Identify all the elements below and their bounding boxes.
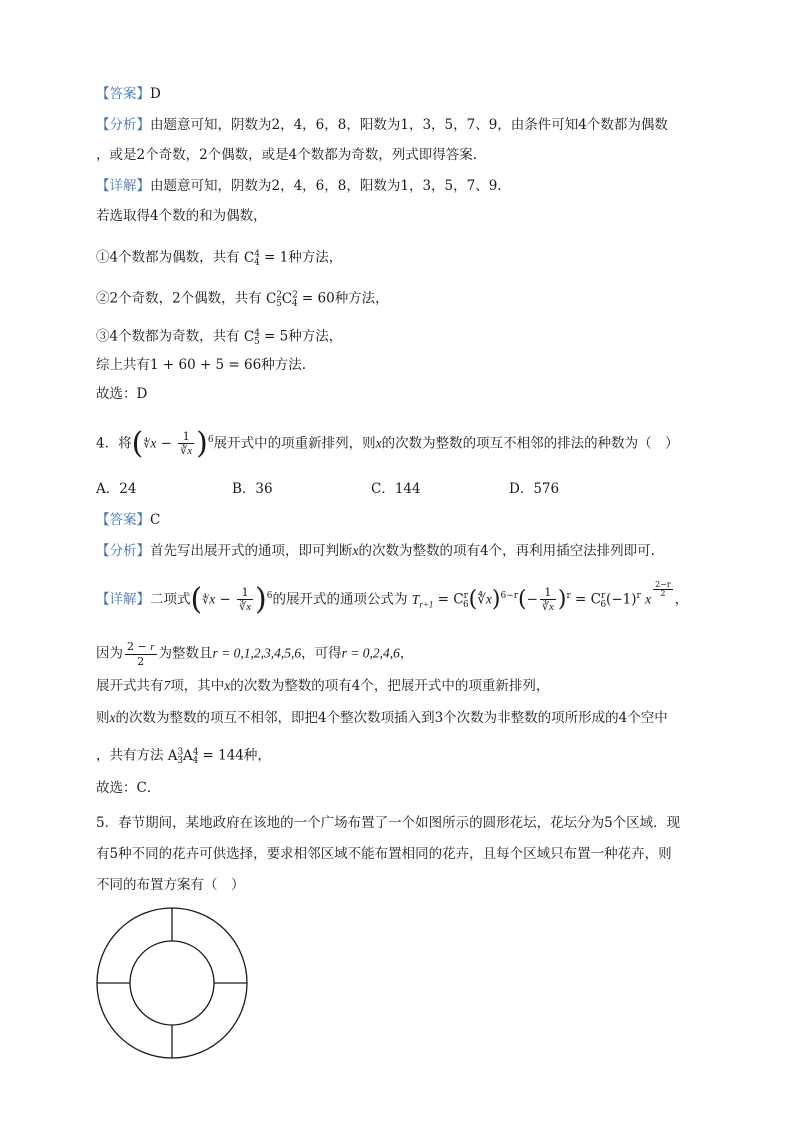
q3-analysis-line-2: ，或是2个奇数，2个偶数，或是4个数都为奇数，列式即得答案. [96,147,478,163]
since-fraction: $\frac{2 - r}{2}$ [127,640,155,668]
q3-case-2 [96,285,389,314]
terms-7: 7 [163,678,171,693]
detail-tag: 【详解】 [96,178,150,194]
since-pre: 因为 [96,645,123,662]
since-mid: 为整数且 [158,645,213,662]
q3-case-1 [96,244,342,273]
q3-summary [96,355,306,375]
since-get: ，可得 [301,645,342,662]
then-x: x [109,710,116,725]
q3-case-3 [96,323,342,352]
q5-stem-line-1: 5．春节期间，某地政府在该地的一个广场布置了一个如图所示的圆形花坛，花坛分为5个区域．现 [96,815,681,831]
answer-tag: 【答案】 [96,86,150,102]
detail-fraction: $\frac{1}{∛x}$ [239,586,252,613]
arrangement-a33-a44: $A^3_3A^4_4$ [167,747,199,767]
q4-stem: 4．将(∜x − $\frac{1}{∛x}$ )$^6$展开式中的项重新排列，则x的次数为整数的项互不相邻的排法的种数为（ ） [96,426,679,461]
analysis-post: 的次数为整数的项有4个，再利用插空法排列即可. [358,543,655,559]
since-end: ， [399,645,414,662]
q4-detail: 【详解】二项式(∜x − $\frac{1}{∛x}$ )$^6$的展开式的通项公式为 $T_{r+1}$ = $C^r_6(∜x)^{6-r}(-$ $\frac{1}{∛x}$ )$^r = C^r_6(-1)^r$ x $^{\frac{2-r}{2}}$ ， [96,579,689,617]
since-r2: r = 0,2,4,6 [341,645,400,661]
q4-since [96,640,413,668]
summary-expr: 1 + 60 + 5 = 66 [150,357,262,373]
analysis-text: 由题意可知，阴数为2，4，6，8，阳数为1，3，5，7、9，由条件可知4个数都为偶数 [150,117,668,133]
q4-total [96,742,271,771]
detail-mid: 的展开式的通项公式为 [272,591,408,608]
case-2-expr: = 60 [301,290,335,307]
detail-text: 由题意可知，阴数为2，4，6，8，阳数为1，3，5，7、9. [150,178,502,194]
q3-detail-line-2: 若选取得4个数的和为偶数， [96,208,267,224]
q4-stem-post: 展开式中的项重新排列，则 [213,435,376,452]
combination-c54: $C^4_5$ [243,328,260,348]
total-pre: ，共有方法 [96,747,164,764]
answer-value: C [150,512,161,528]
q3-analysis-line-1 [96,115,668,135]
inner-circle [130,941,214,1025]
q3-detail-line-1 [96,176,502,196]
q3-answer [96,84,161,104]
detail-tag: 【详解】 [96,591,150,608]
case-3-expr: = 5 [264,328,289,345]
analysis-tag: 【分析】 [96,543,150,559]
general-term: $T_{r+1}$ [411,591,434,610]
analysis-pre: 首先写出展开式的通项，即可判断 [150,543,353,559]
q3-choice: 故选：D [96,386,148,402]
case-1-expr: = 1 [264,249,289,266]
q4-choice: 故选：C． [96,780,161,796]
case-3-pre: ③4个数都为奇数，共有 [96,328,240,345]
q4-stem-x: x [375,435,382,451]
q4-terms [96,676,549,696]
q4-fraction: $\frac{1}{∛x}$ [180,430,193,457]
option-d: D．576 [509,481,560,497]
q4-stem-pre: 4．将 [96,435,132,452]
option-c: C．144 [371,481,421,497]
case-1-pre: ①4个数都为偶数，共有 [96,249,240,266]
q5-stem-line-2: 有5种不同的花卉可供选择，要求相邻区域不能布置相同的花卉，且每个区域只布置一种花卉，则 [96,846,672,862]
summary-post: 种方法. [261,357,307,373]
summary-pre: 综上共有 [96,357,150,373]
analysis-x: x [352,543,359,558]
q4-then [96,708,668,728]
terms-post: 的次数为整数的项有4个，把展开式中的项重新排列， [230,678,550,694]
answer-value: D [150,86,161,102]
terms-mid: 项，其中 [170,678,225,694]
q4-answer [96,510,160,530]
answer-tag: 【答案】 [96,512,150,528]
total-post: 种， [243,747,271,764]
since-r: r = 0,1,2,3,4,5,6 [212,645,302,661]
q4-analysis [96,541,655,561]
analysis-tag: 【分析】 [96,117,150,133]
combination-c44: $C^4_4$ [243,249,260,269]
case-1-post: 种方法， [288,249,343,266]
option-a: A．24 [96,481,137,497]
q5-stem-line-3: 不同的布置方案有（ ） [96,877,245,893]
total-expr: = 144 [202,747,244,764]
circular-flower-bed-diagram [94,905,250,1061]
case-2-pre: ②2个奇数，2个偶数，共有 [96,290,262,307]
terms-x: x [224,678,231,693]
case-2-post: 种方法， [334,290,389,307]
case-3-post: 种方法， [288,328,343,345]
option-b: B．36 [232,481,273,497]
q4-stem-end: 的次数为整数的项互不相邻的排法的种数为（ ） [381,435,679,452]
then-post: 的次数为整数的项互不相邻，即把4个整次数项插入到3个次数为非整数的项所形成的4个空中 [115,710,668,726]
terms-pre: 展开式共有 [96,678,164,694]
combination-c52-c42: $C^2_5C^2_4$ [265,290,298,310]
then-pre: 则 [96,710,110,726]
detail-pre: 二项式 [150,591,191,608]
